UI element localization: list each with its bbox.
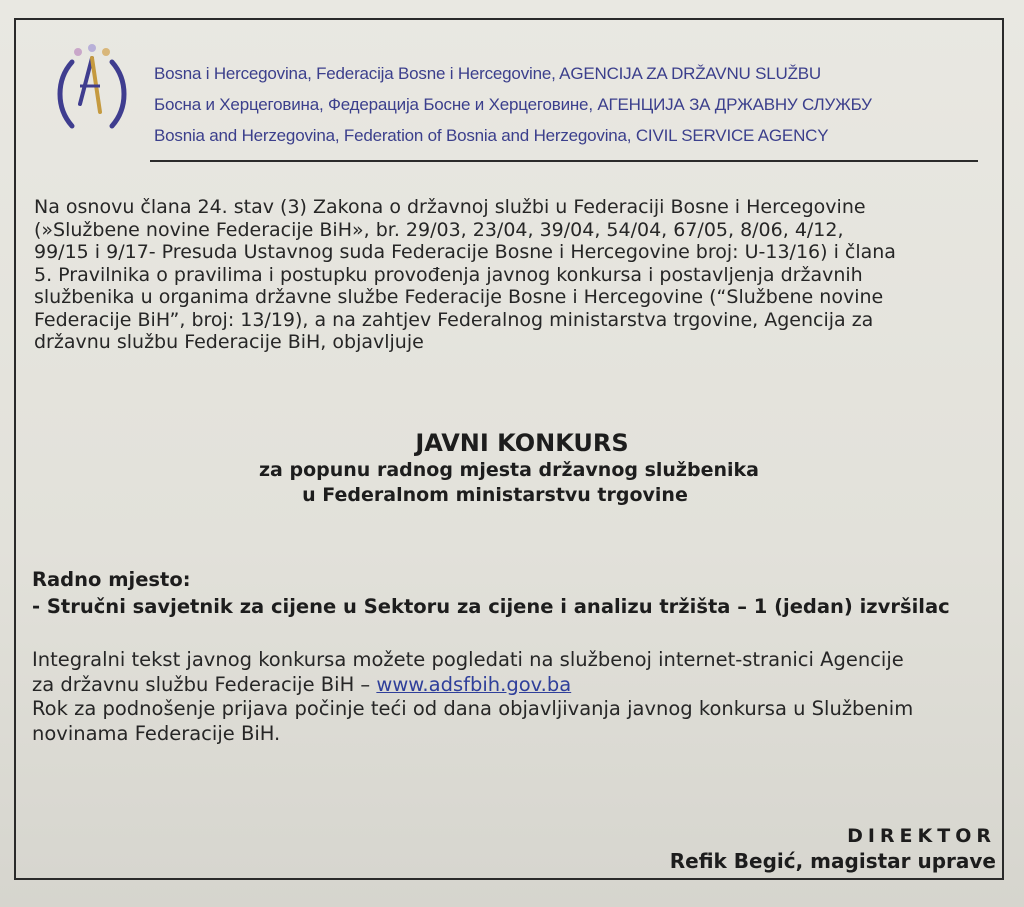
header-line-sr: Босна и Херцеговина, Федерација Босне и Херцеговине, АГЕНЦИЈА ЗА ДРЖАВНУ СЛУЖБУ xyxy=(154,95,872,114)
legal-basis-paragraph xyxy=(34,196,980,354)
info-line-2-prefix: za državnu službu Federacije BiH – xyxy=(32,672,377,696)
signature-block xyxy=(670,824,996,874)
website-link[interactable]: www.adsfbih.gov.ba xyxy=(376,672,572,696)
info-paragraph xyxy=(32,648,913,746)
title-subtitle-1: za popunu radnog mjesta državnog službenika xyxy=(259,459,759,481)
header-divider xyxy=(150,160,978,162)
intro-line: (»Službene novine Federacije BiH», br. 29/03, 23/04, 39/04, 54/04, 67/05, 8/06, 4/12, xyxy=(34,218,844,241)
position-item: - Stručni savjetnik za cijene u Sektoru za cijene i analizu tržišta – 1 (jedan) izvršilac xyxy=(32,595,950,618)
intro-line: Federacije BiH”, broj: 13/19), a na zahtjev Federalnog ministarstva trgovine, Agencija za xyxy=(34,308,874,331)
intro-line: službenika u organima državne službe Federacije Bosne i Hercegovine (“Službene novine xyxy=(34,286,884,308)
info-line-1: Integralni tekst javnog konkursa možete pogledati na službenoj internet-stranici Agencije xyxy=(32,648,904,671)
signature-name: Refik Begić, magistar uprave xyxy=(669,849,996,873)
position-label: Radno mjesto: xyxy=(32,568,191,591)
title-main: JAVNI KONKURS xyxy=(415,429,629,457)
intro-line: 5. Pravilnika o pravilima i postupku provođenja javnog konkursa i postavljenja državnih xyxy=(34,263,863,286)
info-line-2 xyxy=(32,673,913,698)
info-line-3: Rok za podnošenje prijava počinje teći od dana objavljivanja javnog konkursa u Službenim xyxy=(32,697,914,720)
intro-line: Na osnovu člana 24. stav (3) Zakona o državnoj službi u Federaciji Bosne i Hercegovine xyxy=(34,196,866,218)
intro-line: državnu službu Federacije BiH, objavljuje xyxy=(34,331,424,353)
title-subtitle-2: u Federalnom ministarstvu trgovine xyxy=(302,484,688,506)
header-line-en: Bosnia and Herzegovina, Federation of Bosnia and Herzegovina, CIVIL SERVICE AGENCY xyxy=(154,126,829,145)
announcement-title xyxy=(0,428,1024,508)
agency-header xyxy=(154,58,872,151)
intro-line: 99/15 i 9/17- Presuda Ustavnog suda Federacije Bosne i Hercegovine broj: U-13/16) i člana xyxy=(34,241,896,263)
agency-logo-icon xyxy=(50,42,134,138)
header-line-bs: Bosna i Hercegovina, Federacija Bosne i Hercegovine, AGENCIJA ZA DRŽAVNU SLUŽBU xyxy=(154,64,821,83)
signature-title: DIREKTOR xyxy=(847,825,996,847)
info-line-4: novinama Federacije BiH. xyxy=(32,721,281,745)
job-position xyxy=(32,566,950,620)
